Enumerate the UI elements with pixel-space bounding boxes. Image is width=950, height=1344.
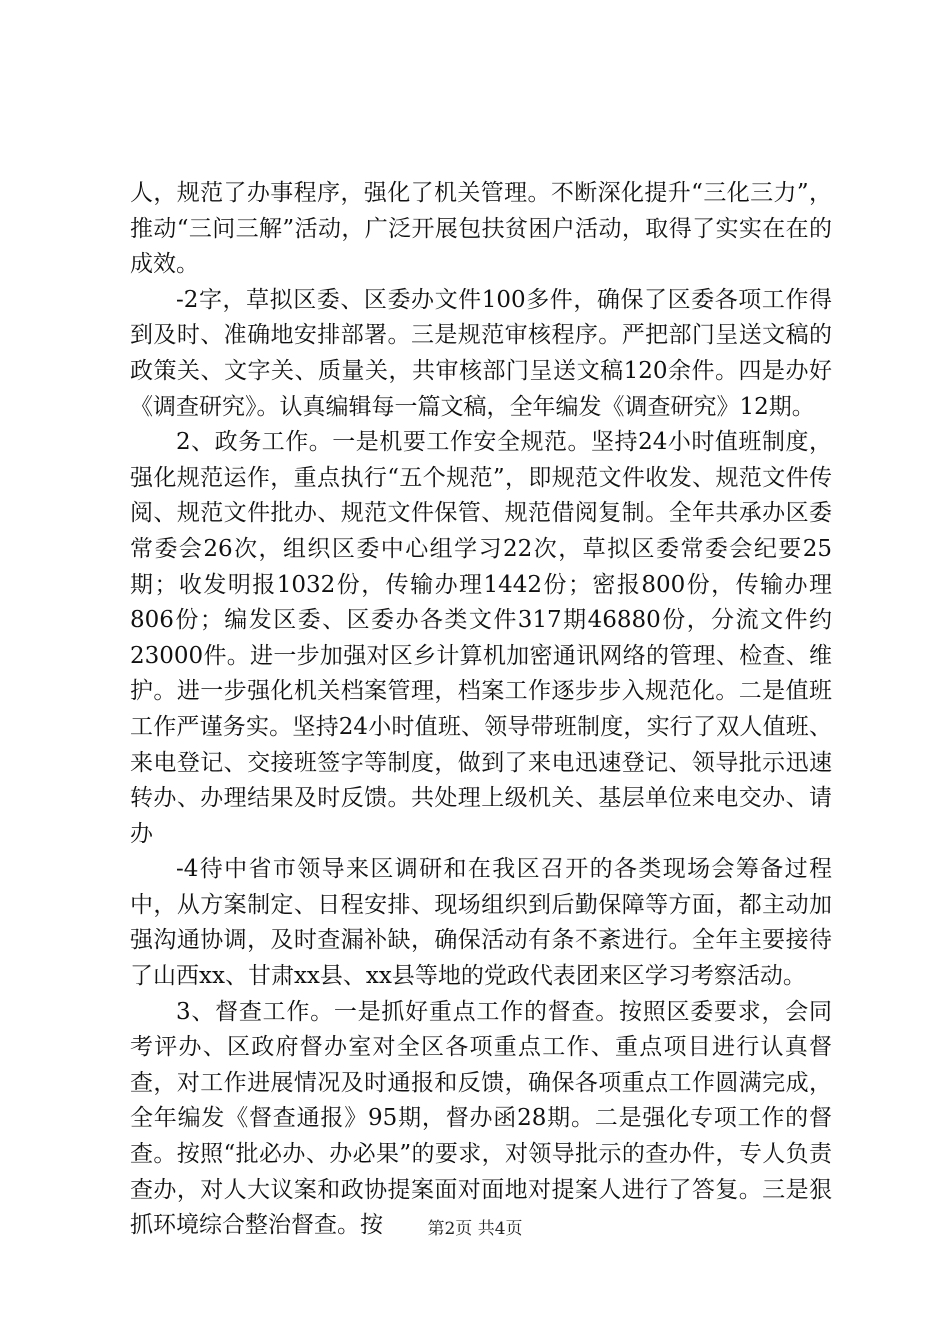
paragraph-3: 2、政务工作。一是机要工作安全规范。坚持24小时值班制度，强化规范运作，重点执行“五个规范”，即规范文件收发、规范文件传阅、规范文件批办、规范文件保管、规范借阅复制。全年共承办区委常委会26次，组织区委中心组学习22次，草拟区委常委会纪要25期；收发明报1032份，传输办理1442份；密报800份，传输办理806份；编发区委、区委办各类文件317期46880份，分流文件约23000件。进一步加强对区乡计算机加密通讯网络的管理、检查、维护。进一步强化机关档案管理，档案工作逐步步入规范化。二是值班工作严谨务实。坚持24小时值班、领导带班制度，实行了双人值班、来电登记、交接班签字等制度，做到了来电迅速登记、领导批示迅速转办、办理结果及时反馈。共处理上级机关、基层单位来电交办、请办 xyxy=(130,429,832,847)
page-number-footer: 第2页 共4页 xyxy=(427,1219,523,1239)
paragraph-5: 3、督查工作。一是抓好重点工作的督查。按照区委要求，会同考评办、区政府督办室对全区各项重点工作、重点项目进行认真督查，对工作进展情况及时通报和反馈，确保各项重点工作圆满完成，全年编发《督查通报》95期，督办函28期。二是强化专项工作的督查。按照“批必办、办必果”的要求，对领导批示的查办件，专人负责查办，对人大议案和政协提案面对面地对提案人进行了答复。三是狠抓环境综合整治督查。按 xyxy=(130,998,832,1239)
paragraph-2: -2字，草拟区委、区委办文件100多件，确保了区委各项工作得到及时、准确地安排部署。三是规范审核程序。严把部门呈送文稿的政策关、文字关、质量关，共审核部门呈送文稿120余件。四是办好《调查研究》。认真编辑每一篇文稿，全年编发《调查研究》12期。 xyxy=(130,286,832,420)
paragraph-1: 人，规范了办事程序，强化了机关管理。不断深化提升“三化三力”，推动“三问三解”活动，广泛开展包扶贫困户活动，取得了实实在在的成效。 xyxy=(130,180,832,278)
body-text xyxy=(130,176,832,1244)
paragraph-4: -4待中省市领导来区调研和在我区召开的各类现场会筹备过程中，从方案制定、日程安排、现场组织到后勤保障等方面，都主动加强沟通协调，及时查漏补缺，确保活动有条不紊进行。全年主要接待了山西xx、甘肃xx县、xx县等地的党政代表团来区学习考察活动。 xyxy=(130,856,832,990)
